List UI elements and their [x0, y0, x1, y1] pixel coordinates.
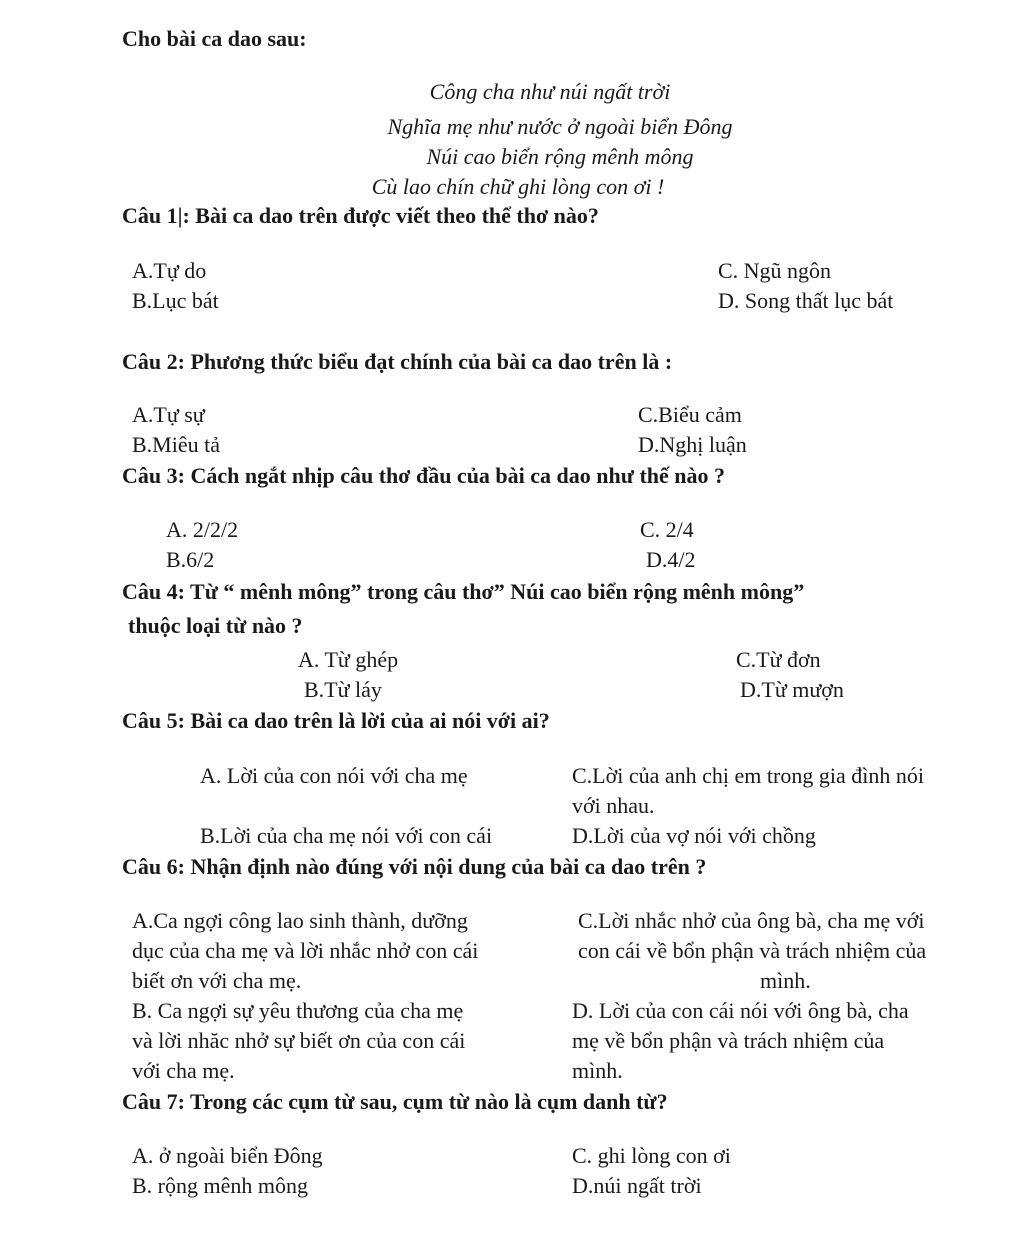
q3-option-d: D.4/2 — [646, 547, 696, 572]
q7-option-c: C. ghi lòng con ơi — [572, 1143, 731, 1168]
q5-option-a: A. Lời của con nói với cha mẹ — [200, 763, 468, 788]
q3-question: Câu 3: Cách ngắt nhịp câu thơ đầu của bài ca dao như thế nào ? — [122, 463, 726, 488]
q2-option-b: B.Miêu tả — [132, 432, 220, 457]
q1-question: Câu 1|: Bài ca dao trên được viết theo thể thơ nào? — [122, 203, 599, 228]
q3-option-a: A. 2/2/2 — [166, 517, 239, 542]
poem-line-2: Nghĩa mẹ như nước ở ngoài biển Đông — [387, 114, 733, 139]
q7-option-b: B. rộng mênh mông — [132, 1173, 308, 1198]
q1-option-d: D. Song thất lục bát — [718, 288, 894, 313]
q6-option-a-line-2: dục của cha mẹ và lời nhắc nhở con cái — [132, 938, 479, 963]
q7-question: Câu 7: Trong các cụm từ sau, cụm từ nào là cụm danh từ? — [122, 1089, 668, 1114]
q6-option-d-line-3: mình. — [572, 1058, 623, 1083]
q4-question-line-1: Câu 4: Từ “ mênh mông” trong câu thơ” Núi cao biển rộng mênh mông” — [122, 579, 805, 604]
poem-line-3: Núi cao biển rộng mênh mông — [426, 144, 694, 169]
q6-option-c-line-2: con cái về bổn phận và trách nhiệm của — [578, 938, 927, 963]
q5-option-c-line-2: với nhau. — [572, 793, 655, 818]
q3-option-c: C. 2/4 — [640, 517, 694, 542]
q1-option-b: B.Lục bát — [132, 288, 219, 313]
q2-option-c: C.Biểu cảm — [638, 402, 742, 427]
q6-option-b-line-3: với cha mẹ. — [132, 1058, 235, 1083]
q6-question: Câu 6: Nhận định nào đúng với nội dung của bài ca dao trên ? — [122, 854, 707, 879]
q5-question: Câu 5: Bài ca dao trên là lời của ai nói với ai? — [122, 708, 550, 733]
q4-option-d: D.Từ mượn — [740, 677, 844, 702]
q1-option-a: A.Tự do — [132, 258, 207, 283]
q6-option-a-line-1: A.Ca ngợi công lao sinh thành, dưỡng — [132, 908, 468, 933]
q2-option-d: D.Nghị luận — [638, 432, 747, 457]
poem-line-4: Cù lao chín chữ ghi lòng con ơi ! — [371, 174, 665, 199]
q6-option-c-line-1: C.Lời nhắc nhở của ông bà, cha mẹ với — [578, 908, 925, 933]
q1-option-c: C. Ngũ ngôn — [718, 258, 832, 283]
q2-question: Câu 2: Phương thức biểu đạt chính của bài ca dao trên là : — [122, 349, 673, 374]
q6-option-b-line-1: B. Ca ngợi sự yêu thương của cha mẹ — [132, 998, 464, 1023]
intro-text: Cho bài ca dao sau: — [122, 26, 307, 51]
q6-option-d-line-2: mẹ về bổn phận và trách nhiệm của — [572, 1028, 885, 1053]
q4-question-line-2: thuộc loại từ nào ? — [128, 613, 303, 638]
q3-option-b: B.6/2 — [166, 547, 215, 572]
q6-option-b-line-2: và lời nhăc nhở sự biết ơn của con cái — [132, 1028, 466, 1053]
q6-option-c-line-3: mình. — [760, 968, 811, 993]
q4-option-b: B.Từ láy — [304, 677, 382, 702]
poem-line-1: Công cha như núi ngất trời — [429, 79, 671, 104]
q6-option-a-line-3: biết ơn với cha mẹ. — [132, 968, 302, 993]
q4-option-c: C.Từ đơn — [736, 647, 821, 672]
q5-option-c-line-1: C.Lời của anh chị em trong gia đình nói — [572, 763, 924, 788]
q7-option-a: A. ở ngoài biển Đông — [132, 1143, 323, 1168]
q4-option-a: A. Từ ghép — [298, 647, 399, 672]
q5-option-b: B.Lời của cha mẹ nói với con cái — [200, 823, 493, 848]
q5-option-d: D.Lời của vợ nói với chồng — [572, 823, 816, 848]
q6-option-d-line-1: D. Lời của con cái nói với ông bà, cha — [572, 998, 909, 1023]
q7-option-d: D.núi ngất trời — [572, 1173, 702, 1198]
q2-option-a: A.Tự sự — [132, 402, 205, 427]
